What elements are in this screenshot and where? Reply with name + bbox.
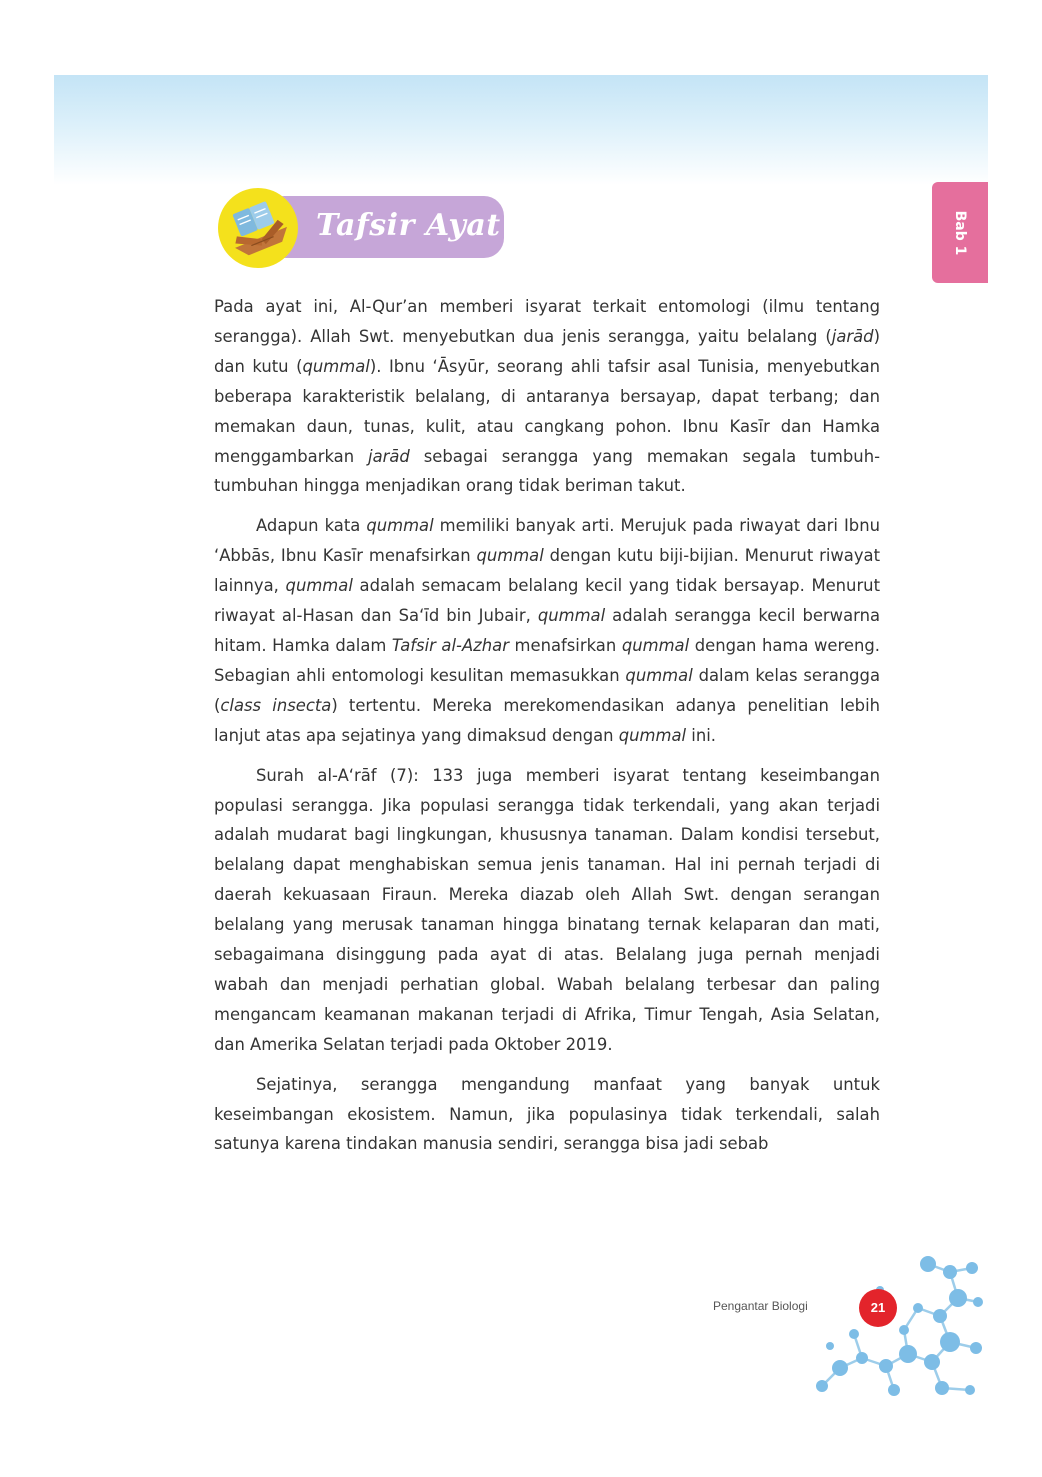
chapter-tab-label: Bab 1 <box>952 210 968 255</box>
text-run: Adapun kata <box>256 516 367 536</box>
text-run: adalah serangga kecil berwarna hitam. Hamka dalam <box>214 606 881 655</box>
text-run: dengan kutu biji-bijian. Menurut riwayat lainnya, <box>214 546 880 596</box>
header-band <box>54 75 988 185</box>
section-title: Tafsir Ayat <box>316 208 501 243</box>
text-run: Surah al-A‘rāf (7): 133 juga memberi isyarat tentang keseimbangan populasi serangga. Jika populasi serangga tidak terkendali, yang akan terjadi adalah mudarat bagi lingkungan, khususnya tanaman. Dalam kondisi tersebut, belalang dapat menghabiskan semua jenis tanaman. Hal ini pernah terjadi di daerah kekuasaan Firaun. Mereka diazab oleh Allah Swt. dengan serangan belalang yang merusak tanaman hingga binatang ternak kelaparan dan mati, sebagaimana disinggung pada ayat di atas. Belalang juga pernah menjadi wabah dan menjadi perhatian global. Wabah belalang terbesar dan paling mengancam keamanan makanan terjadi di Afrika, Timur Tengah, Asia Selatan, dan Amerika Selatan terjadi pada Oktober 2019. <box>214 765 880 1054</box>
body-text <box>214 292 880 1169</box>
body-paragraph <box>214 292 880 501</box>
italic-term: qummal <box>366 516 434 536</box>
text-run: sebagai serangga yang memakan segala tumbuh-tumbuhan hingga menjadikan orang tidak beriman takut. <box>214 446 880 496</box>
body-paragraph <box>214 1070 880 1160</box>
text-run: ) tertentu. Mereka merekomendasikan adanya penelitian lebih lanjut atas apa sejatinya yang dimaksud dengan <box>214 695 881 745</box>
italic-term: Tafsir al-Azhar <box>391 635 509 655</box>
chapter-tab[interactable] <box>932 182 988 283</box>
text-run: Pada ayat ini, Al-Qur’an memberi isyarat terkait entomologi (ilmu tentang serangga). Allah Swt. menyebutkan dua jenis serangga, yaitu belalang ( <box>214 297 880 346</box>
quran-on-stand-icon <box>216 186 300 270</box>
text-run: adalah semacam belalang kecil yang tidak bersayap. Menurut riwayat al-Hasan dan Sa‘īd bin Jubair, <box>214 576 881 626</box>
italic-term: qummal <box>285 576 353 596</box>
italic-term: class insecta <box>220 695 332 715</box>
body-paragraph <box>214 761 880 1060</box>
italic-term: qummal <box>537 606 606 626</box>
text-run: dengan hama wereng. Sebagian ahli entomologi kesulitan memasukkan <box>214 635 880 685</box>
text-run: dalam kelas serangga ( <box>214 665 880 715</box>
italic-term: qummal <box>302 356 370 376</box>
text-run: menafsirkan <box>508 635 622 655</box>
text-run: memiliki banyak arti. Merujuk pada riwayat dari Ibnu ‘Abbās, Ibnu Kasīr menafsirkan <box>214 516 880 566</box>
text-run: ini. <box>686 725 716 745</box>
body-paragraph <box>214 511 880 750</box>
italic-term: jarād <box>368 446 410 466</box>
text-run: Sejatinya, serangga mengandung manfaat yang banyak untuk keseimbangan ekosistem. Namun, jika populasinya tidak terkendali, salah satunya karena tindakan manusia sendiri, serangga bisa jadi sebab <box>214 1074 880 1154</box>
heading-pill <box>276 196 504 258</box>
text-run: ). Ibnu ‘Āsyūr, seorang ahli tafsir asal Tunisia, menyebutkan beberapa karakteristik belalang, di antaranya bersayap, dapat terbang; dan memakan daun, tunas, kulit, atau cangkang pohon. Ibnu Kasīr dan Hamka menggambarkan <box>214 356 881 466</box>
italic-term: qummal <box>621 635 690 655</box>
footer-book-title: Pengantar Biologi <box>713 1299 808 1313</box>
section-heading <box>216 186 506 270</box>
italic-term: qummal <box>476 546 544 566</box>
italic-term: jarād <box>831 326 874 346</box>
molecule-decoration <box>800 1250 990 1410</box>
text-run: ) dan kutu ( <box>214 326 880 376</box>
page-number: 21 <box>859 1289 897 1327</box>
italic-term: qummal <box>625 665 693 685</box>
italic-term: qummal <box>618 725 687 745</box>
